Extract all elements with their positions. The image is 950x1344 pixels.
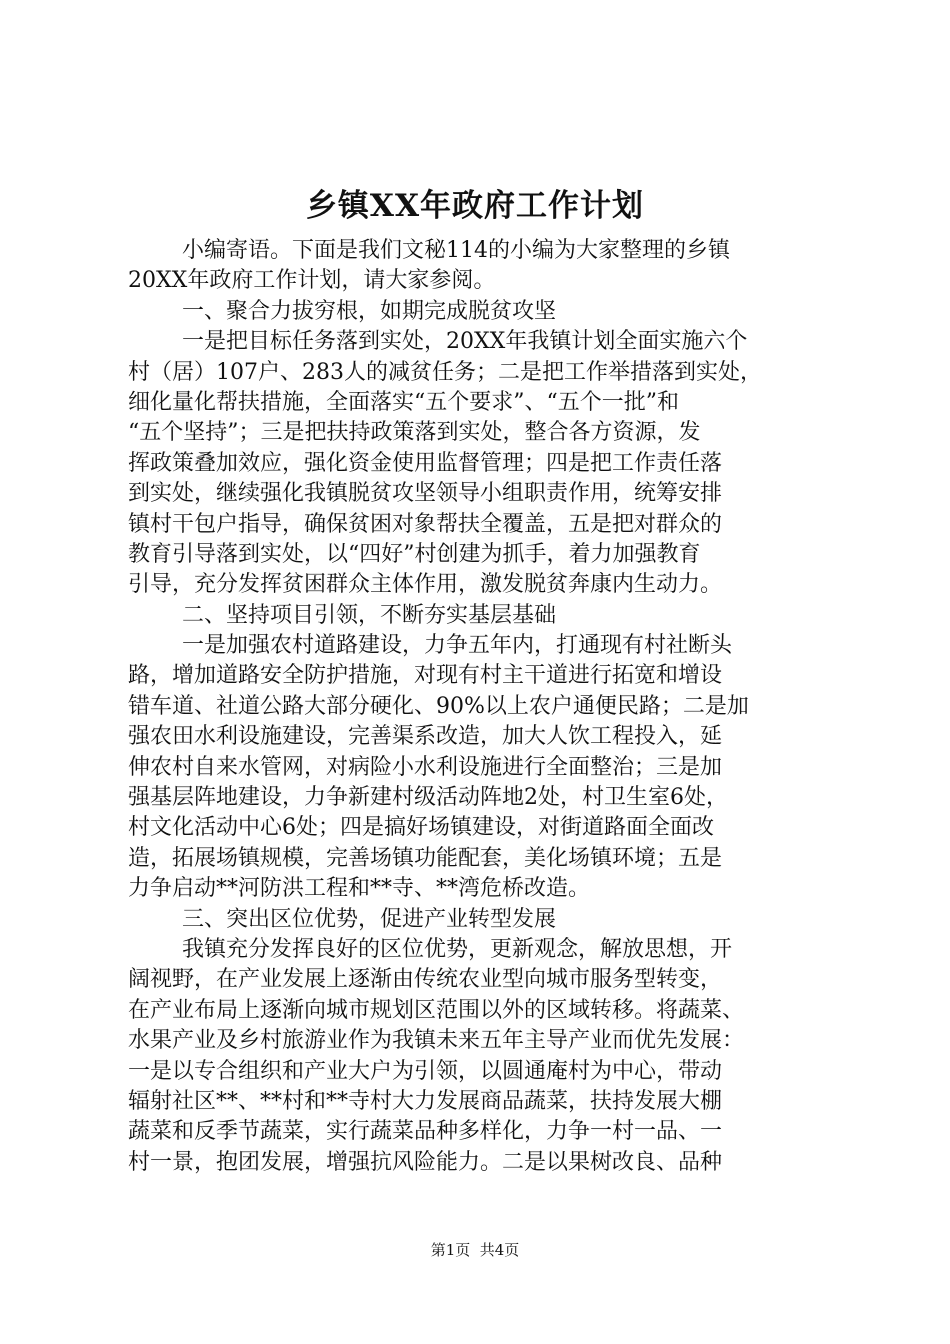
- paragraph-line: 强农田水利设施建设，完善渠系改造，加大人饮工程投入，延: [128, 724, 723, 750]
- paragraph-line: 引导，充分发挥贫困群众主体作用，激发脱贫奔康内生动力。: [128, 572, 723, 598]
- paragraph-line: 到实处，继续强化我镇脱贫攻坚领导小组职责作用，统筹安排: [128, 481, 723, 507]
- paragraph-line: 伸农村自来水管网，对病险小水利设施进行全面整治；三是加: [128, 754, 723, 780]
- paragraph-line: 造，拓展场镇规模，完善场镇功能配套，美化场镇环境；五是: [128, 845, 723, 871]
- paragraph-line: 小编寄语。下面是我们文秘114的小编为大家整理的乡镇: [182, 238, 730, 263]
- paragraph-line: 村一景，抱团发展，增强抗风险能力。二是以果树改良、品种: [128, 1149, 723, 1175]
- paragraph-line: 镇村干包户指导，确保贫困对象帮扶全覆盖，五是把对群众的: [128, 511, 723, 537]
- paragraph-line: 一是加强农村道路建设，力争五年内，打通现有村社断头: [182, 633, 733, 659]
- section-heading: 二、坚持项目引领，不断夯实基层基础: [182, 602, 557, 628]
- document-body: [128, 236, 830, 1178]
- paragraph-line: “五个坚持”；三是把扶持政策落到实处，整合各方资源，发: [128, 420, 701, 446]
- paragraph-line: 水果产业及乡村旅游业作为我镇未来五年主导产业而优先发展：: [128, 1028, 745, 1054]
- page-footer: 第1页 共4页: [430, 1241, 520, 1259]
- paragraph-line: 阔视野，在产业发展上逐渐由传统农业型向城市服务型转变，: [128, 967, 723, 993]
- paragraph-line: 辐射社区**、**村和**寺村大力发展商品蔬菜，扶持发展大棚: [128, 1088, 723, 1114]
- paragraph-line: 一是以专合组织和产业大户为引领，以圆通庵村为中心，带动: [128, 1058, 723, 1084]
- paragraph-line: 村文化活动中心6处；四是搞好场镇建设，对街道路面全面改: [128, 815, 714, 841]
- paragraph-line: 我镇充分发挥良好的区位优势，更新观念，解放思想，开: [182, 936, 733, 962]
- paragraph-line: 在产业布局上逐渐向城市规划区范围以外的区域转移。将蔬菜、: [128, 997, 745, 1023]
- paragraph-line: 蔬菜和反季节蔬菜，实行蔬菜品种多样化，力争一村一品、一: [128, 1119, 723, 1145]
- paragraph-line: 强基层阵地建设，力争新建村级活动阵地2处，村卫生室6处，: [128, 785, 728, 811]
- paragraph-line: 错车道、社道公路大部分硬化、90%以上农户通便民路；二是加: [128, 693, 749, 719]
- paragraph-line: 路，增加道路安全防护措施，对现有村主干道进行拓宽和增设: [128, 663, 723, 689]
- paragraph-line: 村（居）107户、283人的减贫任务；二是把工作举措落到实处，: [128, 359, 762, 385]
- paragraph-line: 力争启动**河防洪工程和**寺、**湾危桥改造。: [128, 876, 591, 902]
- section-heading: 三、突出区位优势，促进产业转型发展: [182, 906, 557, 932]
- paragraph-line: 一是把目标任务落到实处，20XX年我镇计划全面实施六个: [182, 329, 748, 355]
- section-heading: 一、聚合力拔穷根，如期完成脱贫攻坚: [182, 298, 557, 324]
- paragraph-line: 教育引导落到实处，以“四好”村创建为抓手，着力加强教育: [128, 541, 701, 567]
- paragraph-line: 20XX年政府工作计划，请大家参阅。: [128, 268, 496, 294]
- paragraph-line: 细化量化帮扶措施，全面落实“五个要求”、“五个一批”和: [128, 389, 679, 415]
- paragraph-line: 挥政策叠加效应，强化资金使用监督管理；四是把工作责任落: [128, 450, 723, 476]
- document-title: 乡镇XX年政府工作计划: [305, 188, 645, 224]
